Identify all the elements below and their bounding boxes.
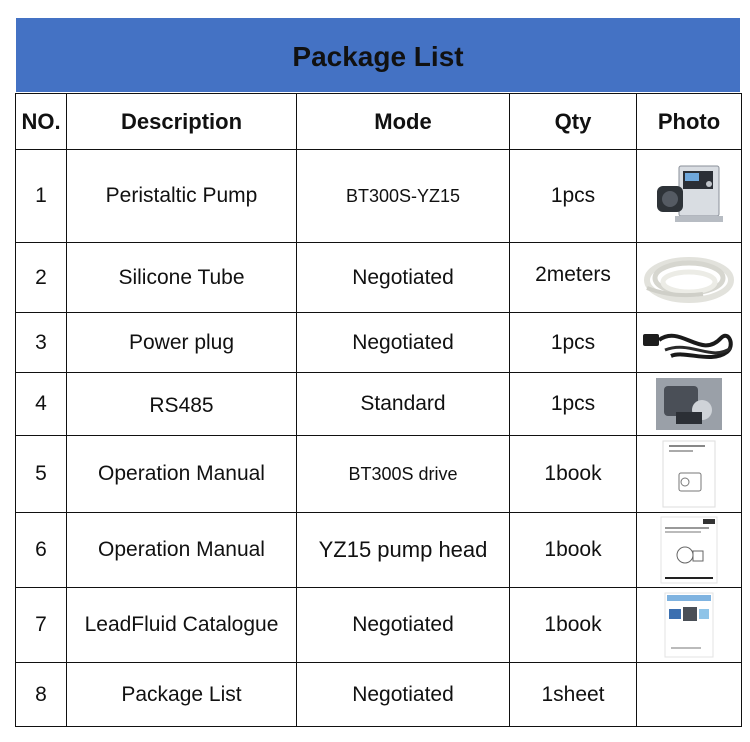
cell-description: RS485	[67, 373, 297, 436]
cell-no: 7	[16, 588, 67, 663]
peristaltic-pump-photo	[649, 156, 729, 236]
table-row	[16, 436, 742, 513]
column-header-qty: Qty	[510, 94, 637, 150]
cell-description: Package List	[67, 663, 297, 727]
cell-qty: 1book	[510, 588, 637, 663]
cell-description: LeadFluid Catalogue	[67, 588, 297, 663]
cell-photo	[637, 436, 742, 513]
cell-photo	[637, 313, 742, 373]
cell-no: 3	[16, 313, 67, 373]
cell-description: Silicone Tube	[67, 243, 297, 313]
cell-mode: BT300S drive	[297, 436, 510, 513]
cell-qty: 1sheet	[510, 663, 637, 727]
cell-description: Operation Manual	[67, 436, 297, 513]
cell-mode: Negotiated	[297, 588, 510, 663]
cell-description: Peristaltic Pump	[67, 150, 297, 243]
cell-no: 5	[16, 436, 67, 513]
table-row	[16, 663, 742, 727]
header-row	[16, 94, 742, 150]
page-title: Package List	[292, 41, 464, 72]
cell-mode: Negotiated	[297, 663, 510, 727]
rs485-adapter-photo	[654, 376, 724, 432]
drive-manual-photo	[661, 439, 717, 509]
cell-photo	[637, 243, 742, 313]
silicone-tube-photo	[643, 248, 735, 308]
column-header-photo: Photo	[637, 94, 742, 150]
title-banner	[16, 18, 740, 92]
cell-description: Power plug	[67, 313, 297, 373]
table-row	[16, 150, 742, 243]
cell-mode: Negotiated	[297, 243, 510, 313]
column-header-description: Description	[67, 94, 297, 150]
power-cord-photo	[641, 320, 737, 366]
cell-qty: 1pcs	[510, 150, 637, 243]
cell-mode: Negotiated	[297, 313, 510, 373]
table-row	[16, 513, 742, 588]
table-row	[16, 588, 742, 663]
cell-photo	[637, 513, 742, 588]
cell-mode: Standard	[297, 373, 510, 436]
cell-qty: 1book	[510, 436, 637, 513]
cell-qty: 1book	[510, 513, 637, 588]
catalogue-photo	[663, 591, 715, 659]
cell-photo	[637, 373, 742, 436]
cell-no: 8	[16, 663, 67, 727]
cell-photo	[637, 588, 742, 663]
cell-photo	[637, 150, 742, 243]
table-row	[16, 243, 742, 313]
cell-qty: 1pcs	[510, 373, 637, 436]
cell-qty: 2meters	[510, 243, 637, 313]
cell-photo	[637, 663, 742, 727]
cell-qty: 1pcs	[510, 313, 637, 373]
cell-mode: BT300S-YZ15	[297, 150, 510, 243]
pump-head-manual-photo	[659, 515, 719, 585]
column-header-no: NO.	[16, 94, 67, 150]
cell-mode: YZ15 pump head	[297, 513, 510, 588]
table-row	[16, 373, 742, 436]
cell-no: 6	[16, 513, 67, 588]
cell-no: 2	[16, 243, 67, 313]
column-header-mode: Mode	[297, 94, 510, 150]
table-row	[16, 313, 742, 373]
cell-no: 4	[16, 373, 67, 436]
cell-no: 1	[16, 150, 67, 243]
cell-description: Operation Manual	[67, 513, 297, 588]
package-list-table	[15, 93, 742, 727]
